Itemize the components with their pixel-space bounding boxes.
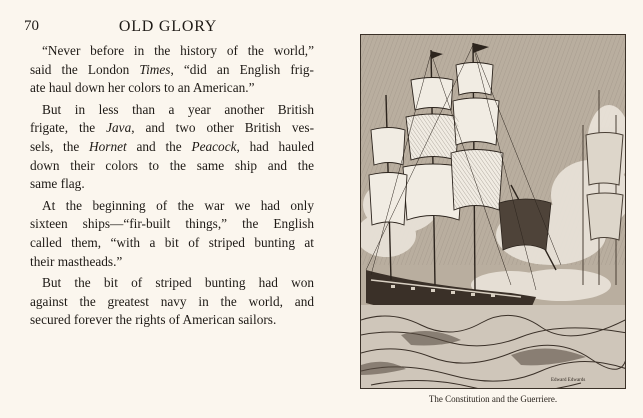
artist-signature: Edward Edwards [551, 378, 586, 383]
paragraph [30, 42, 314, 98]
text-line: frigate, the Java, and two other British ves- [30, 120, 314, 136]
body-text [30, 42, 314, 333]
text-line: ate haul down her colors to an American.” [30, 80, 255, 96]
text-line: said the London Times, “did an English frig- [30, 61, 314, 77]
italic-title: Times [139, 61, 171, 77]
paragraph [30, 274, 314, 330]
paragraph [30, 101, 314, 194]
ship-battle-engraving [361, 35, 626, 389]
text-line: But the bit of striped bunting had won [42, 275, 314, 291]
italic-title: Java [106, 120, 132, 136]
italic-title: Hornet [89, 138, 127, 154]
text-line: down their colors to the same ship and the [30, 157, 314, 173]
text-line: sixteen ships—“fir-built things,” the English [30, 216, 314, 232]
italic-title: Peacock [191, 138, 237, 154]
text-line: called them, “with a bit of striped bunting at [30, 234, 314, 250]
text-line: sels, the Hornet and the Peacock, had hauled [30, 138, 314, 154]
right-page [325, 0, 643, 418]
text-line: secured forever the rights of American sailors. [30, 312, 277, 328]
illustration-caption: The Constitution and the Guerriere. [428, 394, 558, 404]
text-line: same flag. [30, 176, 85, 192]
running-head: OLD GLORY [118, 18, 218, 35]
text-line: their mastheads.” [30, 253, 123, 269]
left-page [0, 0, 320, 418]
page-number: 70 [24, 18, 39, 34]
ship-battle-illustration [360, 34, 626, 389]
text-line: But in less than a year another British [42, 101, 314, 117]
text-line: At the beginning of the war we had only [42, 197, 314, 213]
page-header [24, 18, 312, 40]
text-line: “Never before in the history of the world,” [42, 43, 314, 58]
paragraph [30, 197, 314, 271]
text-line: against the greatest navy in the world, and [30, 293, 314, 309]
